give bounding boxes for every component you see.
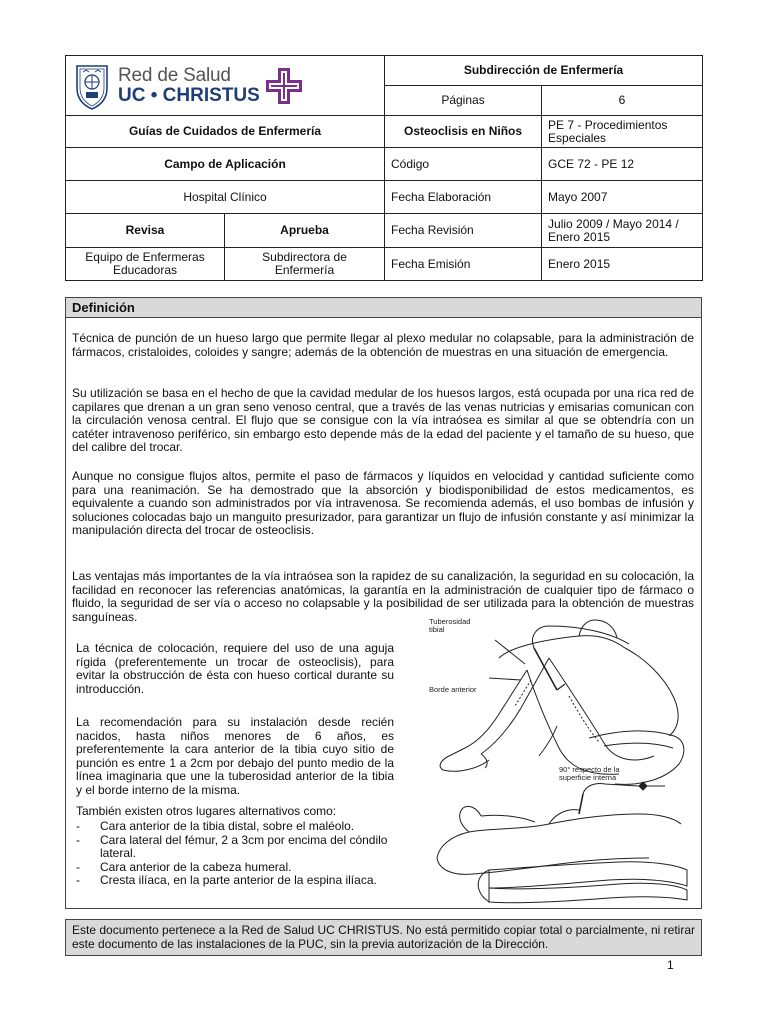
- copyright-notice: Este documento pertenece a la Red de Salud UC CHRISTUS. No está permitido copiar total o parcialmente, ni retirar este documento de las instalaciones de la PUC, sin la previa autorización de la Dirección.: [65, 919, 702, 956]
- topic-title: Osteoclisis en Niños: [385, 116, 542, 148]
- fecha-elaboracion-label: Fecha Elaboración: [385, 181, 542, 214]
- paginas-value: 6: [542, 86, 703, 116]
- paragraph-6: La recomendación para su instalación desde recién nacidos, hasta niños menores de 6 años, es preferentemente la cara anterior de la tibia cuyo sitio de punción es entre 1 a 2cm por debajo del punto medio de la línea imaginaria que une la tuberosidad anterior de la tibia y el borde interno de la misma.: [76, 715, 394, 797]
- logo-cell: [66, 56, 385, 116]
- figure-label-borde-anterior: Borde anterior: [429, 685, 477, 694]
- list-item: - Cara lateral del fémur, 2 a 3cm por encima del cóndilo lateral.: [76, 834, 396, 861]
- codigo-value: GCE 72 - PE 12: [542, 148, 703, 181]
- fecha-emision-value: Enero 2015: [542, 248, 703, 281]
- brand-christus: CHRISTUS: [162, 85, 260, 106]
- aprueba-value: Subdirectora de Enfermería: [225, 248, 385, 281]
- paragraph-2: Su utilización se basa en el hecho de que la cavidad medular de los huesos largos, está ocupada por una rica red de capilares que drenan a un gran seno venoso central, que a través de las venas nutricias y emisarias comunican con la circulación venosa central. El flujo que se consigue con la vía intraósea es similar al que se obtendría con un catéter intravenoso periférico, sin embargo esto depende más de la edad del paciente y el tamaño de su hueso, que del calibre del trocar.: [72, 386, 694, 455]
- christus-cross-icon: [264, 66, 304, 106]
- brand-line-2: [118, 86, 260, 105]
- paragraph-1: Técnica de punción de un hueso largo que permite llegar al plexo medular no colapsable, para la administración de fármacos, cristaloides, coloides y sangre; además de la obtención de muestras en una situación de emergencia.: [72, 331, 694, 359]
- leg-needle-drawing: [429, 618, 691, 906]
- guias-title: Guías de Cuidados de Enfermería: [66, 116, 385, 148]
- brand-uc: UC: [118, 85, 146, 106]
- aprueba-label: Aprueba: [225, 214, 385, 248]
- section-title: Definición: [66, 298, 701, 318]
- figure-label-angle: 90° respecto de la superficie interna: [559, 765, 620, 782]
- revisa-label: Revisa: [66, 214, 225, 248]
- osteoclysis-illustration: [429, 618, 691, 906]
- subdireccion-cell: Subdirección de Enfermería: [385, 56, 703, 86]
- revisa-value: Equipo de Enfermeras Educadoras: [66, 248, 225, 281]
- university-seal-icon: [74, 62, 110, 110]
- fecha-revision-label: Fecha Revisión: [385, 214, 542, 248]
- hospital-value: Hospital Clínico: [66, 181, 385, 214]
- list-item: - Cara anterior de la tibia distal, sobre el maléolo.: [76, 820, 396, 834]
- brand-wordmark: [118, 66, 260, 105]
- paginas-label: Páginas: [385, 86, 542, 116]
- fecha-elaboracion-value: Mayo 2007: [542, 181, 703, 214]
- alternative-sites-list: [76, 820, 396, 888]
- red-salud-uc-christus-logo: [66, 58, 384, 114]
- brand-dot: •: [150, 85, 158, 106]
- brand-line-1: Red de Salud: [118, 65, 231, 86]
- figure-label-tuberosidad: Tuberosidad tibial: [429, 617, 471, 634]
- codigo-label: Código: [385, 148, 542, 181]
- procedure-category: PE 7 - Procedimientos Especiales: [542, 116, 703, 148]
- document-header-table: [65, 55, 703, 281]
- definition-section: [65, 297, 702, 909]
- campo-aplicacion-label: Campo de Aplicación: [66, 148, 385, 181]
- fecha-emision-label: Fecha Emisión: [385, 248, 542, 281]
- paragraph-3: Aunque no consigue flujos altos, permite el paso de fármacos y líquidos en velocidad y cantidad suficiente como para una reanimación. Se ha demostrado que la absorción y biodisponibilidad de estos medicamentos, es equivalente a cuando son administrados por vía intravenosa. Se recomienda además, el uso bombas de infusión y soluciones colocadas bajo un manguito presurizador, para garantizar un flujo de infusión constante y así minimizar la manipulación directa del trocar de osteoclisis.: [72, 469, 694, 538]
- page-number: 1: [667, 958, 674, 972]
- list-item: - Cara anterior de la cabeza humeral.: [76, 861, 396, 875]
- fecha-revision-value: Julio 2009 / Mayo 2014 / Enero 2015: [542, 214, 703, 248]
- paragraph-7: También existen otros lugares alternativos como:: [76, 804, 337, 818]
- paragraph-5: La técnica de colocación, requiere del uso de una aguja rígida (preferentemente un trocar de osteoclisis), para evitar la obstrucción de ésta con hueso cortical durante su introducción.: [76, 641, 394, 696]
- paragraph-4: Las ventajas más importantes de la vía intraósea son la rapidez de su canalización, la seguridad en su colocación, la facilidad en reconocer las referencias anatómicas, la garantía en la administración de cualquier tipo de fármaco o fluido, la seguridad de ser vía o acceso no colapsable y la posibilidad de ser utilizada para la obtención de muestras sanguíneas.: [72, 569, 694, 624]
- list-item: - Cresta ilíaca, en la parte anterior de la espina ilíaca.: [76, 874, 396, 888]
